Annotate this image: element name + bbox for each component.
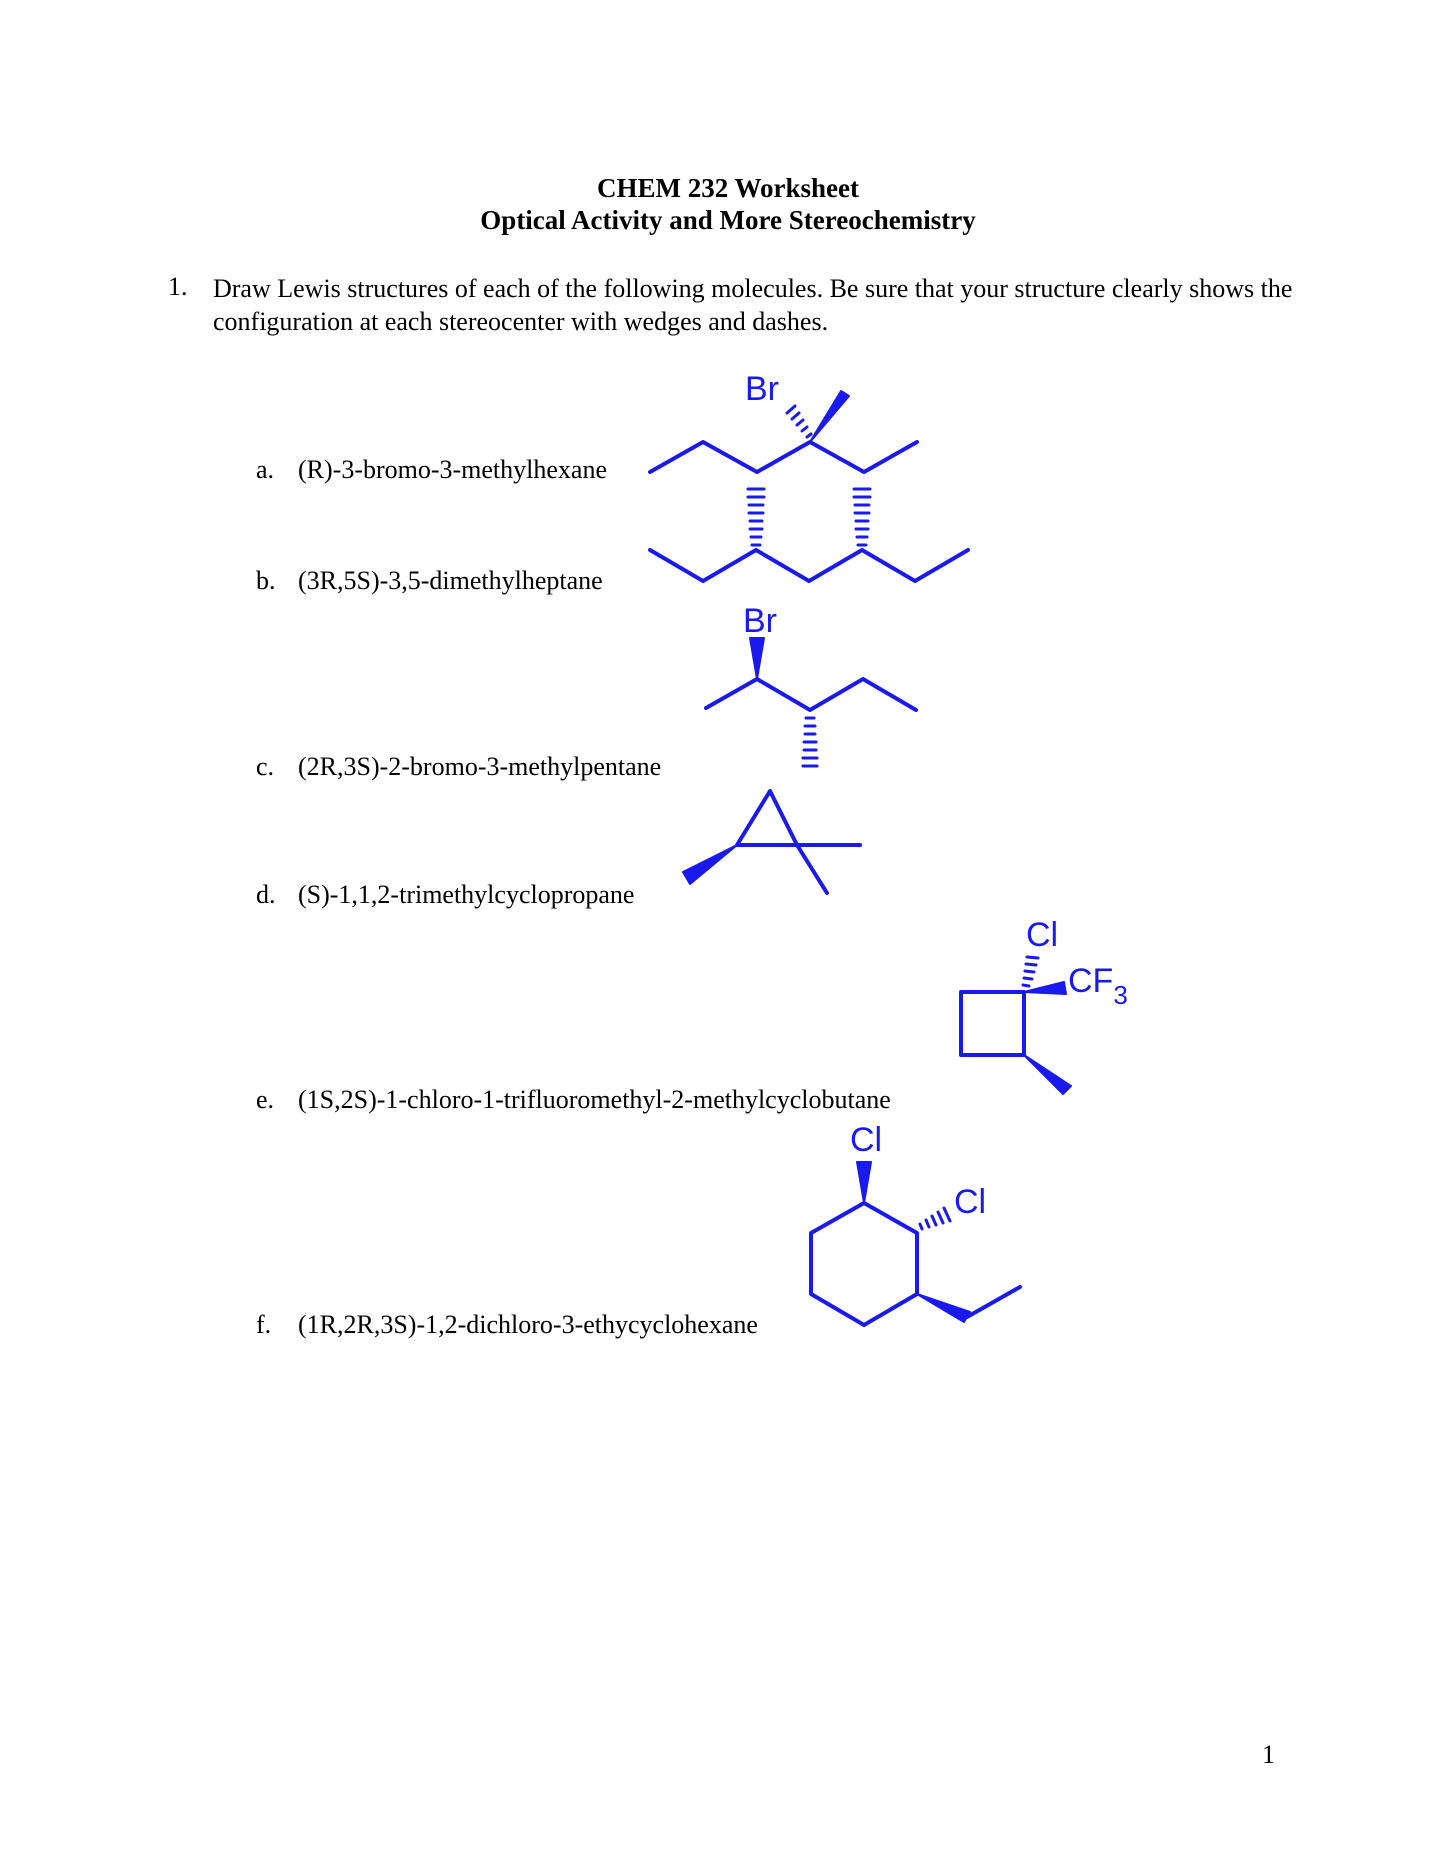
wedge-bond	[917, 1294, 970, 1322]
page-number: 1	[1262, 1740, 1275, 1769]
hash-bond	[854, 489, 870, 545]
structure-d	[683, 791, 860, 893]
item-letter: c.	[256, 752, 275, 781]
structure-a	[650, 370, 917, 472]
hash-bond	[803, 718, 817, 766]
question-text: Draw Lewis structures of each of the following molecules. Be sure that your structure clearly shows the configuration at each stereocenter with wedges and dashes.	[213, 274, 1293, 336]
item-letter: f.	[256, 1310, 272, 1339]
wedge-bond	[750, 638, 764, 679]
atom-label-br: Br	[745, 370, 779, 408]
worksheet-subtitle: Optical Activity and More Stereochemistry	[480, 205, 976, 235]
wedge-bond	[857, 1162, 871, 1203]
atom-label-br: Br	[743, 602, 777, 640]
atom-label-cl: Cl	[954, 1183, 987, 1221]
atom-label-cl: Cl	[850, 1121, 883, 1159]
wedge-bond	[683, 845, 737, 884]
structure-e	[961, 916, 1128, 1094]
item-letter: a.	[256, 455, 275, 484]
item-name: (3R,5S)-3,5-dimethylheptane	[298, 566, 603, 595]
item-letter: d.	[256, 880, 276, 909]
wedge-bond	[1024, 1055, 1071, 1094]
item-name: (R)-3-bromo-3-methylhexane	[298, 455, 608, 484]
hash-bond	[748, 489, 764, 545]
hash-bond	[1023, 957, 1038, 986]
worksheet-title: CHEM 232 Worksheet	[597, 173, 859, 203]
item-name: (2R,3S)-2-bromo-3-methylpentane	[298, 752, 662, 781]
item-name: (1R,2R,3S)-1,2-dichloro-3-ethycyclohexane	[298, 1310, 758, 1339]
question-number: 1.	[168, 272, 188, 301]
structure-b	[650, 489, 968, 581]
wedge-bond	[810, 391, 849, 442]
atom-label-cf3: $CF_3$	[1068, 962, 1128, 1010]
item-letter: e.	[256, 1085, 275, 1114]
item-name: (S)-1,1,2-trimethylcyclopropane	[298, 880, 635, 909]
structure-c	[706, 602, 916, 766]
item-letter: b.	[256, 566, 276, 595]
hash-bond	[787, 406, 811, 437]
item-name: (1S,2S)-1-chloro-1-trifluoromethyl-2-methylcyclobutane	[298, 1085, 891, 1114]
wedge-bond	[1024, 982, 1066, 994]
atom-label-cl: Cl	[1026, 916, 1059, 954]
structure-f	[811, 1121, 1020, 1325]
hash-bond	[920, 1208, 950, 1229]
